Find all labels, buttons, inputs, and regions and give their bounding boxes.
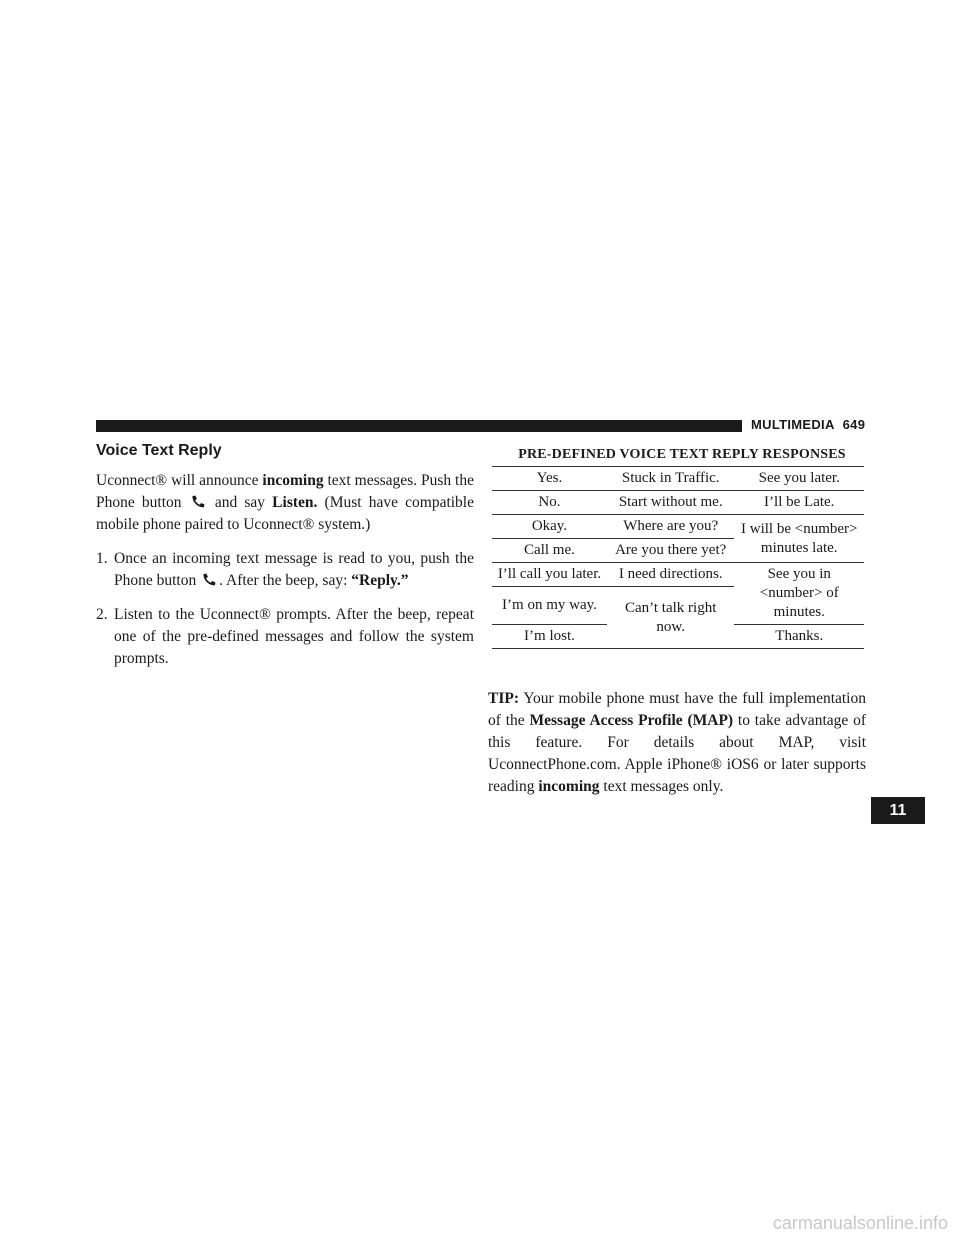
watermark: carmanualsonline.info [772,1213,948,1233]
table-row [492,515,864,539]
list-item: 1. Once an incoming text message is read to you, push the Phone button . After the beep, say: “Reply.” [96,550,474,589]
phone-icon [202,573,217,586]
table-row [492,467,864,491]
table-cell: I’m on my way. [492,587,607,625]
section-title: Voice Text Reply [96,442,222,459]
table-cell: I need directions. [607,563,735,587]
table-cell: Okay. [492,515,607,539]
table-cell: Thanks. [734,625,864,649]
running-header [751,417,865,432]
table-cell: Where are you? [607,515,735,539]
header-rule [96,420,742,432]
table-cell: See you in <number> of minutes. [734,563,864,625]
table-cell: See you later. [734,467,864,491]
table-cell: I’ll be Late. [734,491,864,515]
chapter-tab: 11 [871,797,925,824]
table-cell: Are you there yet? [607,539,735,563]
table-cell: Yes. [492,467,607,491]
phone-icon [191,495,206,508]
intro-paragraph: Uconnect® will announce incoming text messages. Push the Phone button and say Listen. (Must have compatible mobile phone paired to Uconnect® system.) [96,472,474,533]
left-column [96,470,474,682]
list-item: 2. Listen to the Uconnect® prompts. After the beep, repeat one of the pre-defined messages and follow the system prompts. [96,606,474,667]
page-number: 649 [842,417,866,432]
table-row [492,491,864,515]
responses-table [492,466,864,649]
header-section: MULTIMEDIA [751,417,835,432]
table-cell: Stuck in Traffic. [607,467,735,491]
table-cell: I’ll call you later. [492,563,607,587]
table-title: PRE-DEFINED VOICE TEXT REPLY RESPONSES [518,447,846,462]
tip-paragraph: TIP: Your mobile phone must have the full implementation of the Message Access Profile (MAP) to take advantage of this feature. For details about MAP, visit UconnectPhone.com. Apple iPhone® iOS6 or later supports reading incoming text messages only. [488,690,866,795]
table-cell: Call me. [492,539,607,563]
table-cell: I will be <number> minutes late. [734,515,864,563]
table-cell: I’m lost. [492,625,607,649]
table-row [492,563,864,587]
table-cell: Can’t talk right now. [607,587,735,649]
table-cell: No. [492,491,607,515]
table-cell: Start without me. [607,491,735,515]
